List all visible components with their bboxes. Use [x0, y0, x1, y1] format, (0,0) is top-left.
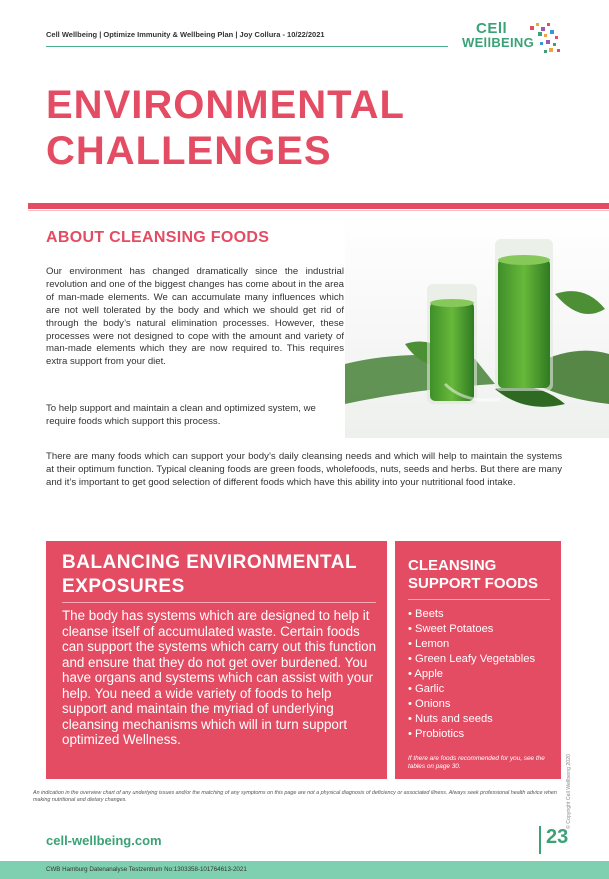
list-item: • Apple: [408, 668, 444, 680]
header-divider: [46, 46, 448, 47]
header-text: Cell Wellbeing | Optimize Immunity & Wellbeing Plan | Joy Collura - 10/22/2021: [46, 30, 325, 39]
logo-text-line2: WEllBEING: [462, 35, 535, 50]
cleansing-foods-heading: CLEANSING SUPPORT FOODS: [408, 557, 539, 592]
list-item: • Probiotics: [408, 728, 465, 740]
website-link[interactable]: cell-wellbeing.com: [46, 833, 162, 848]
cleansing-support-foods-box: [395, 541, 561, 779]
page-title-line2: CHALLENGES: [46, 129, 332, 173]
list-item: • Lemon: [408, 638, 450, 650]
page-title: [46, 82, 405, 174]
balancing-body: The body has systems which are designed to help it cleanse itself of accumulated waste. Certain foods can support the systems which carry out this function and ensure that they do not get over burdened. You have organs and systems which can assist with your help. You need a wide variety of foods to help support and maintain the myriad of underlying cleansing mechanisms which will in turn support optimized Wellness.: [62, 608, 377, 747]
title-divider-thin: [28, 210, 609, 211]
copyright-notice: © Copyright Cell Wellbeing 2020: [566, 754, 572, 829]
about-paragraph-3: There are many foods which can support your body’s daily cleansing needs and which will help to maintain the systems at their optimum function. Typical cleaning foods are green foods, wholefoods, nuts, seeds and herbs. But there are many and it’s important to get good selection of different foods which have this ability into your nutritional food intake.: [46, 451, 562, 488]
list-item: • Garlic: [408, 683, 445, 695]
list-item: • Onions: [408, 698, 451, 710]
about-paragraph-1: Our environment has changed dramatically since the industrial revolution and one of the biggest changes has come about in the area of man-made elements. We can accumulate many influences which are not well tolerated by the body and which we should get rid of through the body’s natural elimination processes. However, these processes were not designed to cope with the amount and variety of man-made elements which they are now required to. This requires extra support from your diet.: [46, 266, 344, 368]
cell-wellbeing-logo: [462, 20, 572, 62]
logo-dots-icon: [526, 20, 566, 60]
list-item: • Sweet Potatoes: [408, 623, 494, 635]
green-smoothie-glasses-photo: [345, 214, 609, 438]
page-title-line1: ENVIRONMENTAL: [46, 83, 405, 127]
about-paragraph-2: To help support and maintain a clean and optimized system, we require foods which support this process.: [46, 403, 316, 427]
balancing-exposures-box: [46, 541, 387, 779]
cleansing-foods-list: [408, 607, 535, 742]
cleansing-foods-divider: [408, 599, 550, 600]
page-number-divider: [539, 826, 541, 854]
list-item: • Beets: [408, 608, 444, 620]
about-cleansing-foods-heading: ABOUT CLEANSING FOODS: [46, 229, 270, 246]
disclaimer: An indication in the overview chart of any underlying issues and/or the matching of any symptoms on this page are not a physical diagnosis of deficiency or associated illness. Always seek professional health advice when making nutritional and dietary changes.: [33, 790, 557, 803]
logo-text-line1: CEll: [476, 20, 508, 37]
balancing-divider: [62, 602, 376, 603]
cleansing-foods-note: If there are foods recommended for you, see the tables on page 30.: [408, 755, 545, 770]
list-item: • Green Leafy Vegetables: [408, 653, 536, 665]
balancing-heading: BALANCING ENVIRONMENTAL EXPOSURES: [62, 552, 357, 597]
title-divider: [28, 203, 609, 209]
page-number: 23: [546, 826, 569, 848]
list-item: • Nuts and seeds: [408, 713, 493, 725]
footer-text: CWB Hamburg Datenanalyse Testzentrum No:1303358-101764613-2021: [46, 866, 247, 873]
